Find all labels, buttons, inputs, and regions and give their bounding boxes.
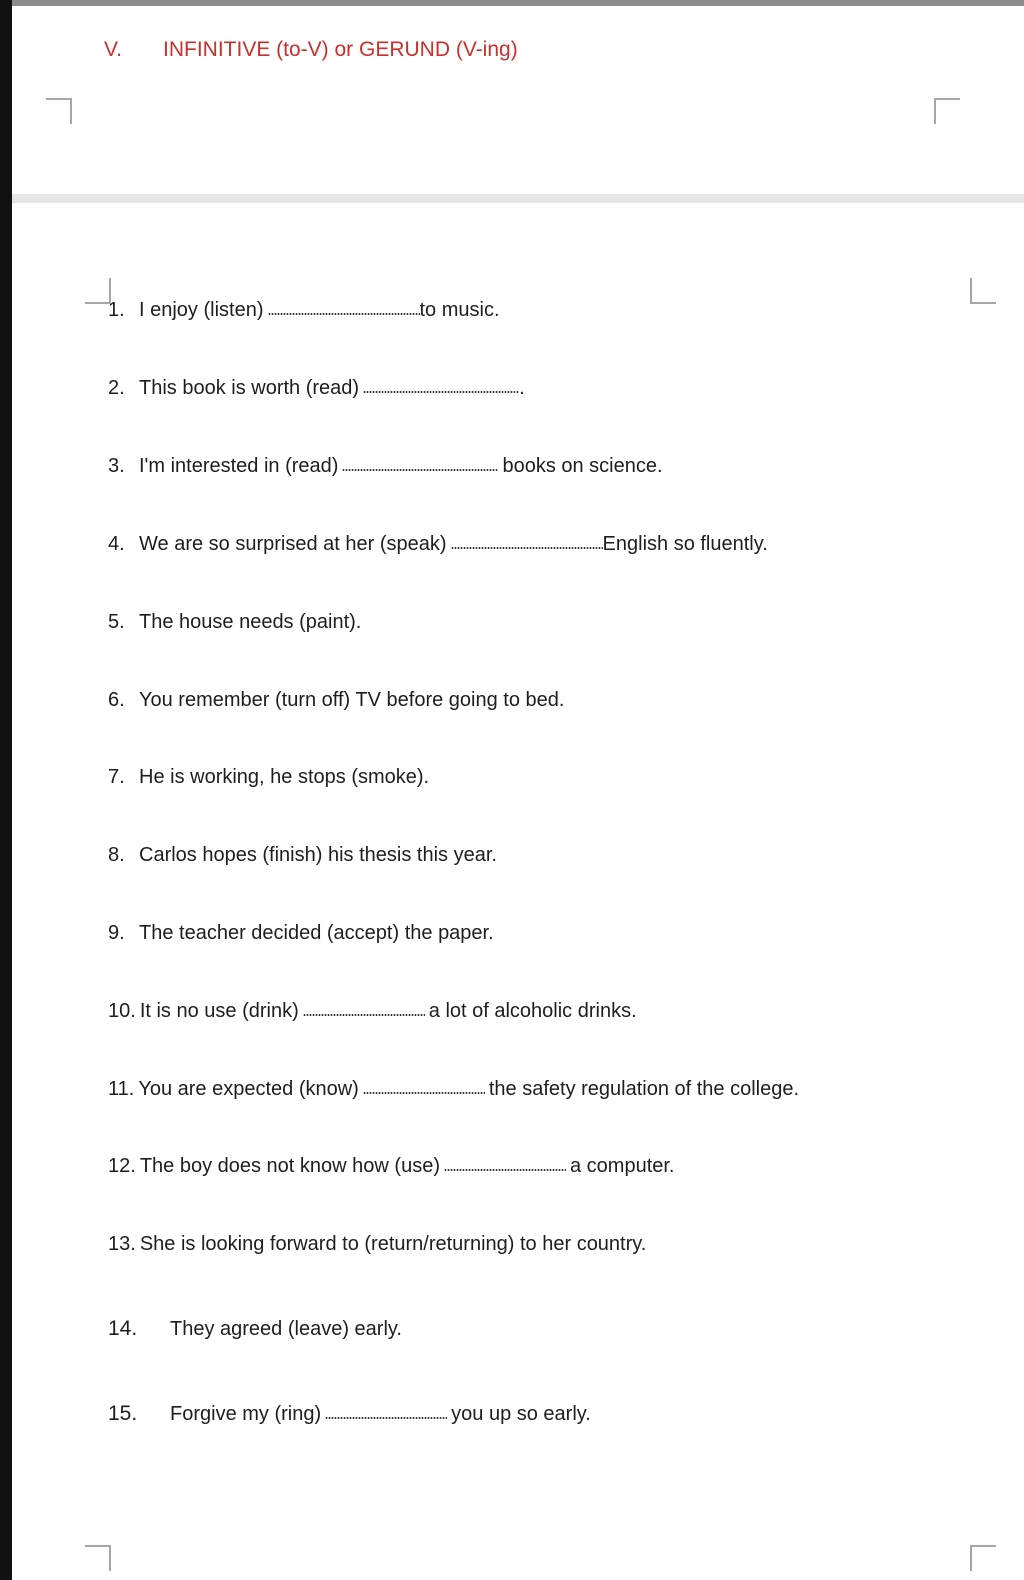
item-number: 2.	[108, 377, 125, 399]
item-text-before: I'm interested in (read)	[139, 455, 339, 477]
item-number: 6.	[108, 689, 125, 711]
item-number: 5.	[108, 611, 125, 633]
page-separator	[12, 194, 1024, 203]
margin-corner-mark	[970, 1545, 996, 1571]
answer-blank[interactable]	[363, 1091, 485, 1095]
exercise-item-5	[108, 610, 361, 634]
exercise-item-12	[108, 1154, 675, 1178]
item-text: They agreed (leave) early.	[170, 1318, 402, 1340]
exercise-item-2	[108, 376, 525, 400]
item-text-before: I enjoy (listen)	[139, 299, 264, 321]
document-page-2	[12, 203, 1024, 1580]
item-text-before: It is no use (drink)	[139, 1000, 299, 1022]
item-text-before: We are so surprised at her (speak)	[139, 533, 447, 555]
item-number: 1.	[108, 299, 125, 321]
exercise-item-10	[108, 999, 637, 1023]
exercise-item-7	[108, 765, 429, 789]
exercise-item-4	[108, 532, 768, 556]
exercise-item-8	[108, 843, 497, 867]
exercise-item-13	[108, 1232, 646, 1256]
item-text: You remember (turn off) TV before going to bed.	[139, 689, 565, 711]
item-text-after: to music.	[419, 299, 500, 321]
item-text-after: books on science.	[502, 455, 663, 477]
document-page-1	[12, 6, 1024, 194]
item-number: 10.	[108, 1000, 136, 1022]
exercise-item-9	[108, 921, 494, 945]
item-text-after: English so fluently.	[602, 533, 768, 555]
item-text-after: a computer.	[569, 1155, 675, 1177]
margin-corner-mark	[970, 278, 996, 304]
exercise-item-14	[108, 1317, 402, 1341]
section-number: V.	[104, 38, 122, 61]
exercise-item-15	[108, 1402, 591, 1426]
answer-blank[interactable]	[451, 546, 603, 550]
margin-corner-mark	[85, 1545, 111, 1571]
item-text: The house needs (paint).	[139, 611, 362, 633]
item-text-before: Forgive my (ring)	[170, 1403, 322, 1425]
answer-blank[interactable]	[342, 468, 498, 472]
item-number: 4.	[108, 533, 125, 555]
item-number: 14.	[108, 1317, 138, 1340]
item-text: He is working, he stops (smoke).	[139, 766, 430, 788]
item-number: 12.	[108, 1155, 136, 1177]
exercise-item-3	[108, 454, 663, 478]
item-number: 9.	[108, 922, 125, 944]
exercise-item-6	[108, 688, 564, 712]
item-text-after: a lot of alcoholic drinks.	[428, 1000, 637, 1022]
exercise-item-1	[108, 298, 500, 322]
item-number: 3.	[108, 455, 125, 477]
item-text: She is looking forward to (return/returning) to her country.	[139, 1233, 647, 1255]
window-left-edge	[0, 0, 12, 1580]
item-text-after: the safety regulation of the college.	[488, 1078, 800, 1100]
margin-corner-mark	[934, 98, 960, 124]
answer-blank[interactable]	[444, 1168, 566, 1172]
item-text: The teacher decided (accept) the paper.	[139, 922, 494, 944]
item-number: 11.	[108, 1078, 135, 1100]
answer-blank[interactable]	[325, 1416, 447, 1420]
answer-blank[interactable]	[363, 390, 519, 394]
item-number: 15.	[108, 1402, 138, 1425]
answer-blank[interactable]	[303, 1013, 425, 1017]
margin-corner-mark	[46, 98, 72, 124]
answer-blank[interactable]	[268, 312, 420, 316]
item-text-after: .	[519, 377, 525, 399]
exercise-item-11	[108, 1077, 799, 1101]
item-text-before: This book is worth (read)	[139, 377, 360, 399]
section-title: INFINITIVE (to-V) or GERUND (V-ing)	[163, 38, 518, 61]
item-number: 8.	[108, 844, 125, 866]
item-text-before: You are expected (know)	[138, 1078, 359, 1100]
item-number: 7.	[108, 766, 125, 788]
item-number: 13.	[108, 1233, 136, 1255]
item-text: Carlos hopes (finish) his thesis this year.	[139, 844, 497, 866]
item-text-before: The boy does not know how (use)	[139, 1155, 440, 1177]
item-text-after: you up so early.	[451, 1403, 591, 1425]
